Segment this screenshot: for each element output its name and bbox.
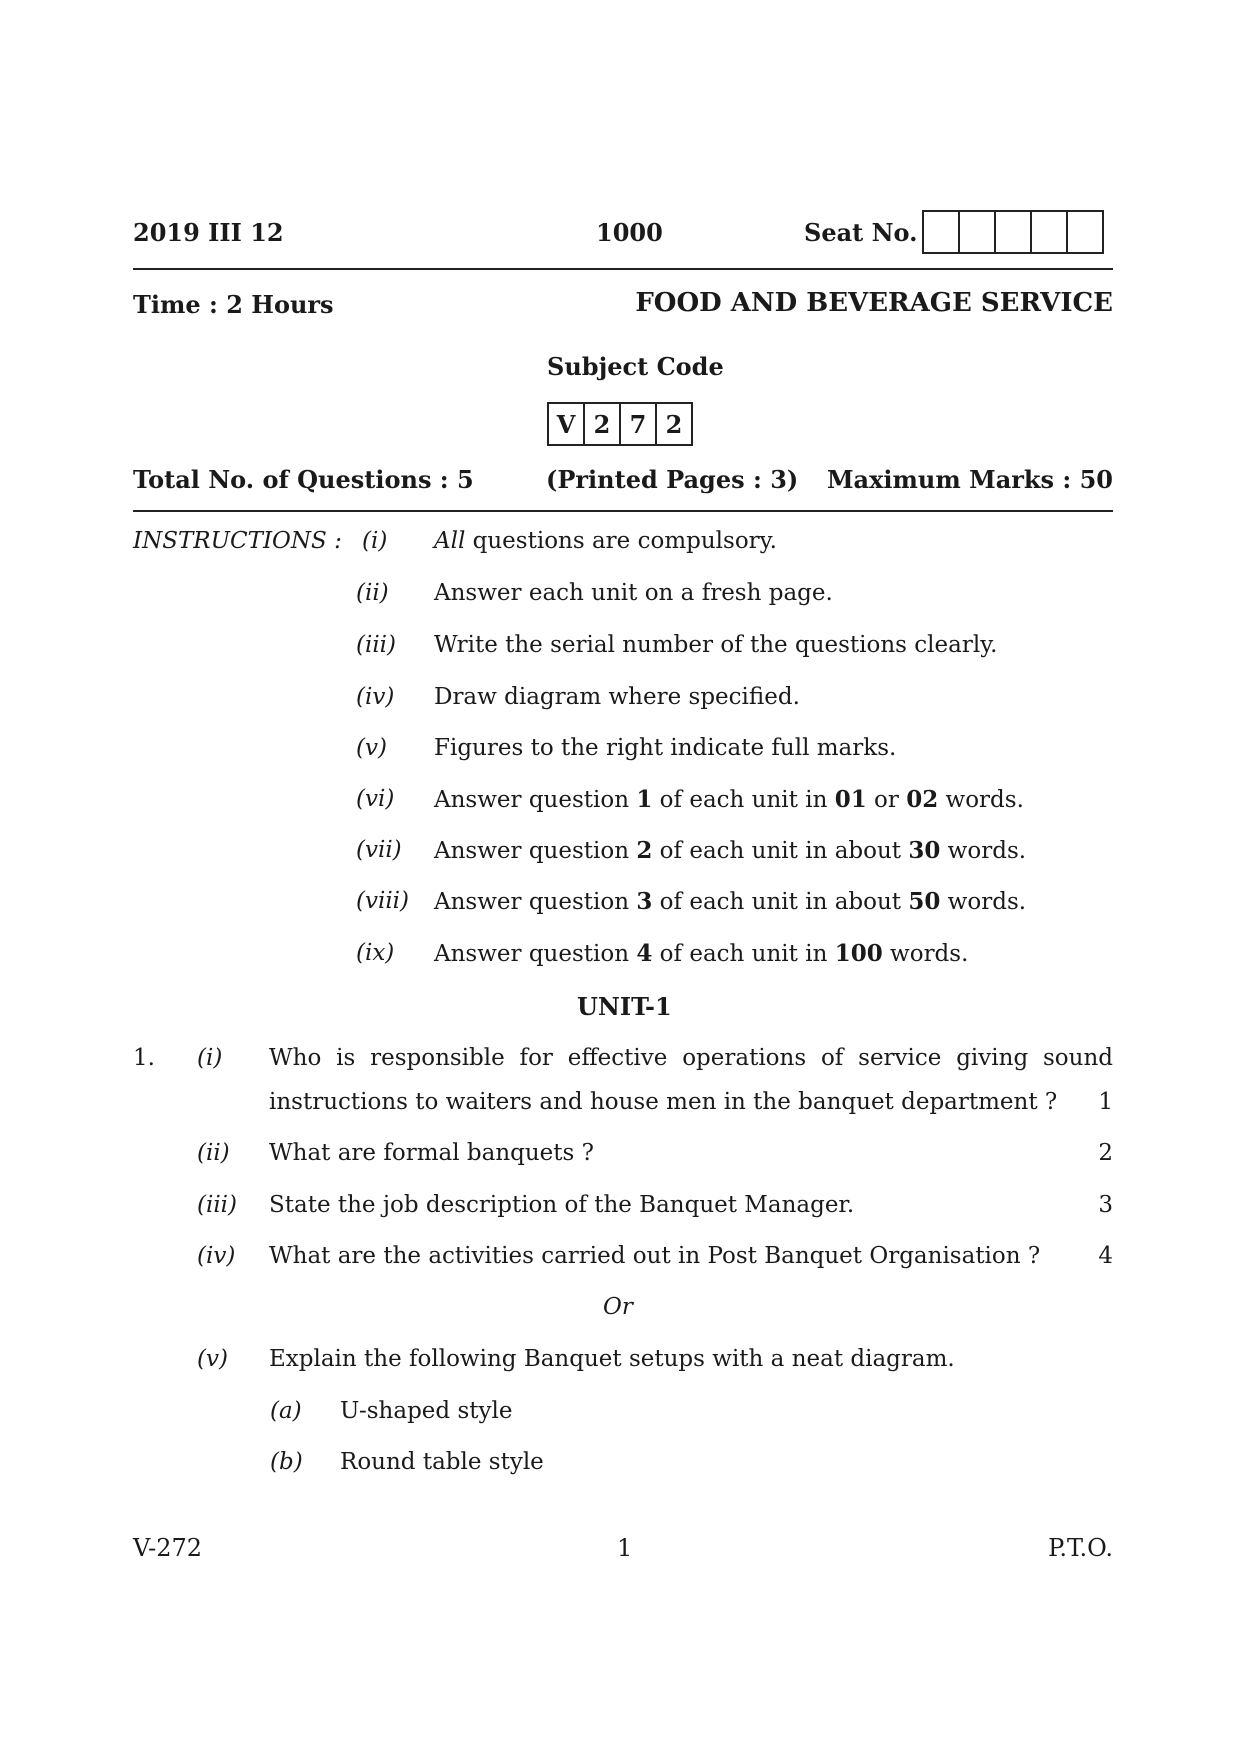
sub-item-text: U-shaped style (340, 1398, 513, 1424)
printed-pages: (Printed Pages : 3) (546, 465, 799, 494)
instruction-number: (vii) (356, 837, 402, 863)
seat-number-boxes (922, 210, 1104, 254)
instruction-text: Figures to the right indicate full marks. (434, 735, 897, 761)
instruction-text: Answer question 4 of each unit in 100 words. (434, 940, 969, 967)
instruction-text: Answer question 3 of each unit in about 50 words. (434, 888, 1027, 915)
subquestion-text: What are formal banquets ? (269, 1140, 594, 1166)
exam-time: Time : 2 Hours (133, 290, 334, 319)
subquestion-text: State the job description of the Banquet Manager. (269, 1192, 855, 1218)
seat-box (1032, 212, 1068, 252)
seat-label: Seat No. (804, 218, 918, 247)
seat-box (1068, 212, 1102, 252)
instruction-number: (iii) (356, 632, 397, 658)
instruction-text: Draw diagram where specified. (434, 684, 800, 710)
subquestion-number: (iii) (197, 1192, 238, 1218)
instruction-text: All questions are compulsory. (434, 528, 777, 554)
subject-title: FOOD AND BEVERAGE SERVICE (635, 288, 1113, 318)
unit-title: UNIT-1 (577, 992, 672, 1021)
or-divider: Or (603, 1294, 633, 1320)
instruction-number: (ix) (356, 940, 395, 966)
code-char: 2 (665, 409, 683, 439)
sub-item-letter: (b) (270, 1449, 303, 1475)
instruction-text: Answer question 1 of each unit in 01 or 02 words. (434, 786, 1024, 813)
instruction-number: (iv) (356, 684, 395, 710)
header-rule (133, 268, 1113, 270)
subquestion-text: Who is responsible for effective operations of service giving sound (269, 1045, 1113, 1071)
total-questions: Total No. of Questions : 5 (133, 465, 474, 494)
subquestion-number: (v) (197, 1346, 228, 1372)
sub-item-text: Round table style (340, 1449, 544, 1475)
question-marks: 1 (1098, 1089, 1113, 1115)
question-marks: 2 (1098, 1140, 1113, 1166)
question-marks: 3 (1098, 1192, 1113, 1218)
exam-code: 2019 III 12 (133, 218, 284, 247)
please-turn-over: P.T.O. (1048, 1534, 1113, 1562)
footer-paper-code: V-272 (133, 1534, 203, 1562)
instruction-text: Answer question 2 of each unit in about 30 words. (434, 837, 1027, 864)
instructions-label: INSTRUCTIONS : (133, 528, 342, 554)
subquestion-text-continued: instructions to waiters and house men in the banquet department ? (269, 1089, 1058, 1115)
seat-box (924, 212, 960, 252)
instruction-number: (vi) (356, 786, 395, 812)
subquestion-number: (iv) (197, 1243, 236, 1269)
subject-code-label: Subject Code (547, 352, 724, 381)
instruction-number: (v) (356, 735, 387, 761)
sub-item-letter: (a) (270, 1398, 302, 1424)
instructions-rule (133, 510, 1113, 512)
subquestion-number: (ii) (197, 1140, 230, 1166)
instruction-text: Write the serial number of the questions clearly. (434, 632, 998, 658)
instruction-number: (viii) (356, 888, 410, 914)
question-number: 1. (133, 1045, 155, 1071)
page-number: 1 (617, 1534, 633, 1562)
subject-code-boxes (547, 402, 693, 446)
maximum-marks: Maximum Marks : 50 (826, 465, 1113, 494)
seat-box (960, 212, 996, 252)
code-char: 2 (585, 404, 621, 444)
seat-box (996, 212, 1032, 252)
code-char: V (549, 404, 585, 444)
question-marks: 4 (1098, 1243, 1113, 1269)
instruction-text: Answer each unit on a fresh page. (434, 580, 833, 606)
copies-count: 1000 (596, 218, 663, 247)
instruction-number: (ii) (356, 580, 389, 606)
subquestion-text: What are the activities carried out in Post Banquet Organisation ? (269, 1243, 1041, 1269)
code-char: 7 (621, 404, 657, 444)
subquestion-text: Explain the following Banquet setups with a neat diagram. (269, 1346, 955, 1372)
subquestion-number: (i) (197, 1045, 223, 1071)
instruction-number: (i) (362, 528, 388, 554)
